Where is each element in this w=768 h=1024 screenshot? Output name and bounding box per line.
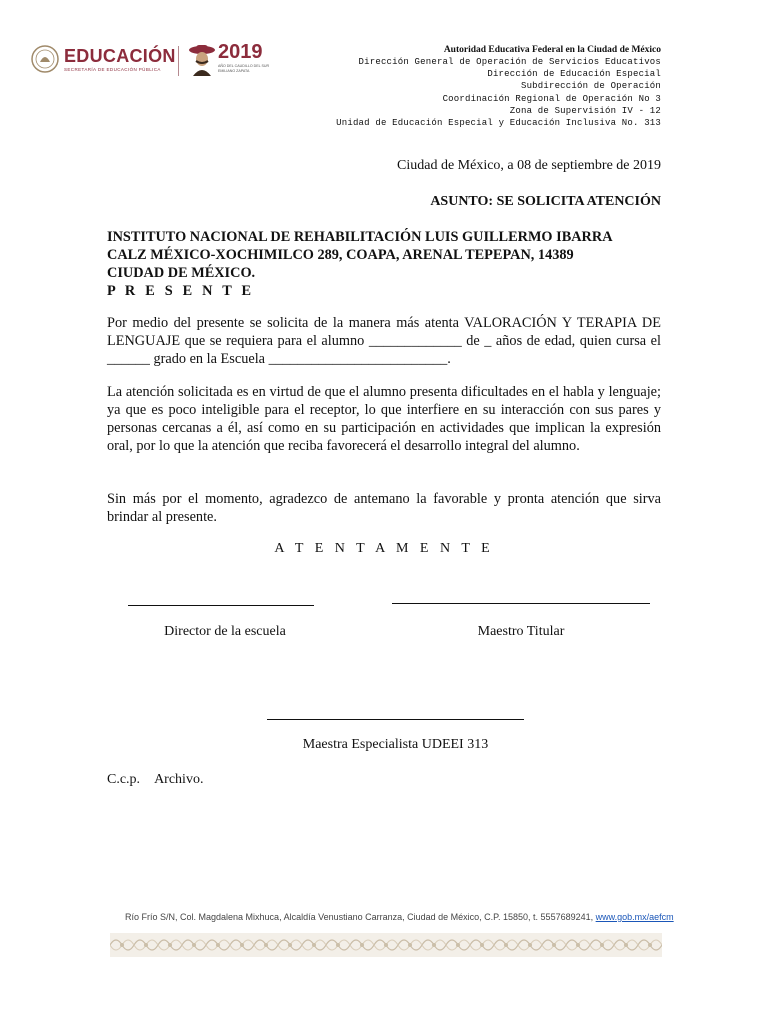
signature-label-specialist: Maestra Especialista UDEEI 313 (302, 737, 489, 752)
logo-divider (178, 46, 179, 76)
signature-line-teacher (392, 603, 650, 604)
letter-subject: ASUNTO: SE SOLICITA ATENCIÓN (430, 194, 661, 209)
logo-year: 2019 (218, 41, 263, 63)
logo-education-title: EDUCACIÓN (64, 45, 176, 66)
footer-website-link[interactable]: www.gob.mx/aefcm (595, 912, 674, 922)
letterhead-line: Unidad de Educación Especial y Educación Inclusiva No. 313 (336, 118, 661, 129)
paragraph-reason: La atención solicitada es en virtud de que el alumno presenta dificultades en el habla y lenguaje; ya que es poco inteligible para el receptor, lo que interfiere en su interacción con sus pares y personas cercanas a él, así como en su participación en actividades que implican la expresión oral, por lo que la atención que reciba favorecerá el desarrollo integral del alumno. (107, 384, 661, 454)
closing-salutation: A T E N T A M E N T E (274, 541, 494, 556)
letterhead-line: Subdirección de Operación (520, 81, 661, 92)
signature-label-director: Director de la escuela (164, 624, 286, 639)
sep-logo (30, 44, 176, 74)
paragraph-closing: Sin más por el momento, agradezco de antemano la favorable y pronta atención que sirva brindar al presente. (107, 491, 661, 525)
decorative-footer-band (110, 933, 662, 957)
paragraph-request: Por medio del presente se solicita de la manera más atenta VALORACIÓN Y TERAPIA DE LENGUAJE que se requiera para el alumno _____________ de _ años de edad, quien cursa el ______ grado en la Escuela _________________________. (107, 315, 661, 367)
letter-date: Ciudad de México, a 08 de septiembre de 2019 (397, 158, 661, 173)
authority-name: Autoridad Educativa Federal en la Ciudad de México (443, 45, 661, 55)
letterhead-line: Dirección General de Operación de Servicios Educativos (358, 57, 661, 67)
letterhead-line: Zona de Supervisión IV - 12 (509, 105, 661, 116)
signature-label-teacher: Maestro Titular (477, 624, 565, 639)
logo-education-subtitle: SECRETARÍA DE EDUCACIÓN PÚBLICA (64, 66, 161, 72)
letterhead-line: Coordinación Regional de Operación No 3 (442, 93, 661, 104)
footer-address-text: Río Frío S/N, Col. Magdalena Mixhuca, Alcaldía Venustiano Carranza, Ciudad de México, C.P. 15850, t. 5557689241, (125, 912, 596, 922)
recipient-line: CIUDAD DE MÉXICO. (107, 265, 256, 281)
signature-line-specialist (267, 719, 524, 720)
recipient-line: CALZ MÉXICO-XOCHIMILCO 289, COAPA, ARENAL TEPEPAN, 14389 (107, 247, 574, 263)
recipient-block (107, 228, 613, 300)
zapata-portrait-icon (188, 42, 216, 76)
ccp-value: Archivo. (154, 772, 204, 787)
footer-address (125, 912, 674, 922)
logo-year-subtitle: AÑO DEL CAUDILLO DEL SUR EMILIANO ZAPATA (218, 64, 270, 73)
year-logo (188, 42, 276, 76)
recipient-line: INSTITUTO NACIONAL DE REHABILITACIÓN LUIS GUILLERMO IBARRA (107, 229, 613, 245)
national-seal-icon (30, 44, 60, 74)
letterhead-line: Dirección de Educación Especial (487, 69, 661, 80)
signature-line-director (128, 605, 314, 606)
ccp-label: C.c.p. (107, 772, 141, 787)
carbon-copy (107, 772, 217, 788)
presente-label: P R E S E N T E (107, 283, 255, 299)
letterhead (336, 44, 661, 129)
